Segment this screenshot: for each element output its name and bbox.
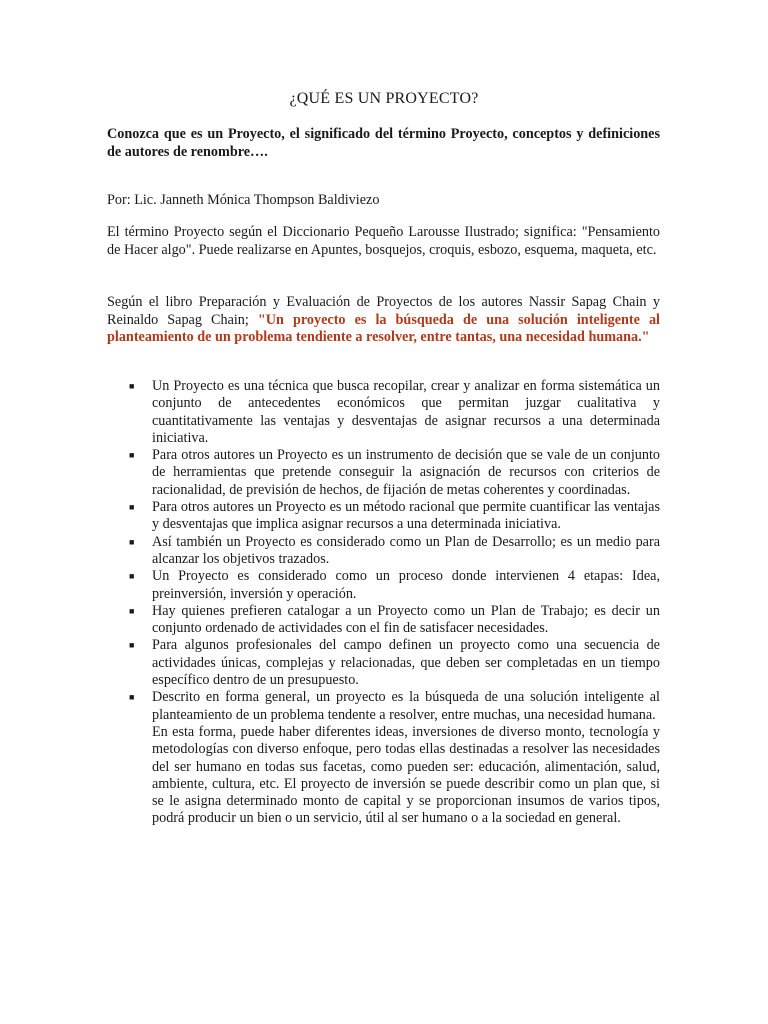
- list-item-text: Un Proyecto es una técnica que busca recopilar, crear y analizar en forma sistemática un conjunto de antecedentes económicos que permitan juzgar cualitativa y cuantitativamente las ventajas y desventajas de asignar recursos a una determinada iniciativa.: [152, 378, 660, 446]
- list-item: [107, 568, 660, 603]
- bullet-square-icon: ■: [129, 605, 135, 616]
- bullet-square-icon: ■: [129, 571, 135, 582]
- sapag-quote: "Un proyecto es la búsqueda de una solución inteligente al planteamiento de un problema tendiente a resolver, entre tantas, una necesidad humana.": [107, 311, 660, 345]
- author-line: Por: Lic. Janneth Mónica Thompson Baldiviezo: [107, 192, 380, 208]
- list-item: [107, 378, 660, 447]
- list-item-text: Para otros autores un Proyecto es un instrumento de decisión que se vale de un conjunto de herramientas que pretende conseguir la asignación de recursos con criterios de racionalidad, de previsión de hechos, de fijación de metas coherentes y coordinadas.: [152, 447, 660, 498]
- list-item: [107, 499, 660, 534]
- list-item: [107, 637, 660, 689]
- list-item-text: Hay quienes prefieren catalogar a un Proyecto como un Plan de Trabajo; es decir un conjunto ordenado de actividades con el fin de satisfacer necesidades.: [152, 602, 660, 637]
- bullet-square-icon: ■: [129, 502, 135, 513]
- list-item: [107, 689, 660, 827]
- list-item-text: Descrito en forma general, un proyecto es la búsqueda de una solución inteligente al planteamiento de un problema tendente a resolver, entre muchas, una necesidad humana.: [152, 689, 660, 723]
- list-item-text: Para otros autores un Proyecto es un método racional que permite cuantificar las ventajas y desventajas que implica asignar recursos a una determinada iniciativa.: [152, 499, 660, 533]
- bullet-square-icon: ■: [129, 450, 135, 461]
- list-item: [107, 447, 660, 499]
- list-item-text: Un Proyecto es considerado como un proceso donde intervienen 4 etapas: Idea, preinversión, inversión y operación.: [152, 568, 660, 602]
- paragraph-sapag-lead: Según el libro Preparación y Evaluación de Proyectos de los autores Nassir Sapag Chain y Reinaldo Sapag Chain;: [107, 294, 660, 328]
- paragraph-definition: El término Proyecto según el Diccionario Pequeño Larousse Ilustrado; significa: "Pensamiento de Hacer algo". Puede realizarse en Apuntes, bosquejos, croquis, esbozo, esquema, maqueta, etc.: [107, 224, 660, 258]
- list-item: [107, 603, 660, 638]
- bullet-square-icon: ■: [129, 536, 135, 547]
- list-item-text: Así también un Proyecto es considerado como un Plan de Desarrollo; es un medio para alcanzar los objetivos trazados.: [152, 533, 660, 567]
- list-item-text: Para algunos profesionales del campo definen un proyecto como una secuencia de actividades únicas, complejas y relacionadas, que deben ser completadas en un tiempo específico dentro de un presupuesto.: [152, 637, 660, 689]
- bullet-square-icon: ■: [129, 381, 135, 391]
- bullet-square-icon: ■: [129, 692, 135, 703]
- list-item-continuation: En esta forma, puede haber diferentes ideas, inversiones de diverso monto, tecnología y metodologías con diverso enfoque, pero todas ellas destinadas a resolver las necesidades del ser humano en todas sus facetas, como pueden ser: educación, alimentación, salud, ambiente, cultura, etc. El proyecto de inversión se puede describir como un plan que, si se le asigna determinado monto de capital y se proporcionan insumos de varios tipos, podrá producir un bien o un servicio, útil al ser humano o a la sociedad en general.: [152, 723, 660, 827]
- document-title: ¿QUÉ ES UN PROYECTO?: [289, 90, 479, 107]
- bullet-square-icon: ■: [129, 640, 135, 651]
- paragraph-sapag: [107, 294, 660, 347]
- intro-text: Conozca que es un Proyecto, el significado del término Proyecto, conceptos y definiciones de autores de renombre….: [107, 126, 660, 160]
- definition-list: [107, 378, 660, 828]
- list-item: [107, 534, 660, 569]
